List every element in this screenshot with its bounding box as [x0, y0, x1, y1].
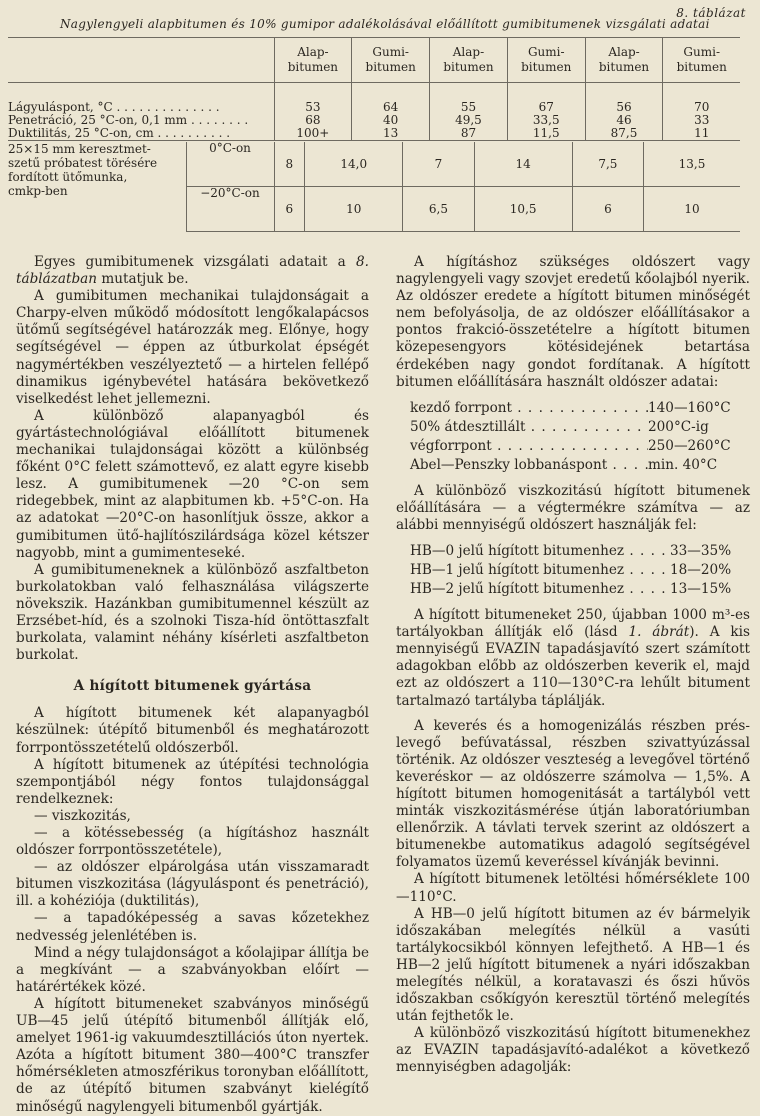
list-item: — az oldószer elpárolgása után visszamaradt bitumen viszkozitása (lágyuláspont és penetráció), ill. a kohéziója (duktilitás), — [16, 859, 369, 910]
table-cell: 56 — [585, 101, 663, 114]
row-label: Penetráció, 25 °C-on, 0,1 mm . . . . . . . . — [8, 113, 249, 127]
condition-label: −20°C-on — [186, 187, 274, 232]
column-header: Gumi- bitumen — [663, 38, 740, 83]
table-cell: 14 — [474, 142, 572, 187]
table-cell: 33 — [663, 114, 740, 127]
table-row — [8, 127, 740, 141]
table-cell: 13 — [352, 127, 430, 141]
table-header-row — [8, 38, 740, 83]
table-cell: 87 — [430, 127, 508, 141]
list-item: HB—1 jelű hígított bitumenhez . . . 18—20% — [396, 561, 750, 580]
condition-label: 0°C-on — [186, 142, 274, 187]
table-cell: 7 — [403, 142, 474, 187]
table-cell: 64 — [352, 101, 430, 114]
table-cell: 6 — [274, 187, 305, 232]
table-cell: 11 — [663, 127, 740, 141]
paragraph: A HB—0 jelű hígított bitumen az év bármelyik időszakában melegítés nélkül a vasúti tartálykocsikból könnyen lefejthető. A HB—1 és HB—2 jelű hígított bitumenek a nyári időszakban melegítés nélkül, a koratavaszi és őszi hűvös időszakban csőkígyón keresztül történő melegítés után fejthetők le. — [396, 905, 750, 1025]
table-cell: 33,5 — [507, 114, 585, 127]
column-header: Alap- bitumen — [274, 38, 352, 83]
property-list — [16, 808, 369, 945]
paragraph: A hígított bitumenek két alapanyagból készülnek: útépítő bitumenből és meghatározott forrpontösszetételű oldószerből. — [16, 705, 369, 756]
right-column — [396, 254, 750, 1077]
paragraph: A különböző viszkozitású hígított bitumenek előállítására — a végtermékre számítva — az alábbi mennyiségű oldószert használják fel: — [396, 482, 750, 533]
table-cell: 49,5 — [430, 114, 508, 127]
table-cell: 68 — [274, 114, 352, 127]
table-cell: 10 — [305, 187, 403, 232]
paragraph: A hígított bitumeneket 250, újabban 1000 m³-es tartályokban állítják elő (lásd 1. ábrát). A kis mennyiségű EVAZIN tapadásjavító szert számított adagokban előbb az oldószerben keverik el, majd ezt az oldószert a 110—130°C-ra lehűlt bitument tartalmazó tartályba táplálják. — [396, 607, 750, 709]
paragraph: A gumibitumeneknek a különböző aszfaltbeton burkolatokban való felhasználása világszerte növekszik. Hazánkban gumibitumennel készült az Erzsébet-híd, és a szolnoki Tisza-híd öntöttaszfalt burkolata, valamint néhány kísérleti aszfaltbeton burkolat. — [16, 561, 369, 664]
list-item: 50% átdesztillált . . . 200°C-ig — [396, 418, 750, 437]
paragraph: A gumibitumen mechanikai tulajdonságait a Charpy-elven működő módosított lengőkalapácsos ütőmű segítségével határozzák meg. Előnye, hogy segítségével — éppen az útburkolat épségét nagymértékben veszélyeztető — a hirtelen fellépő dinamikus igénybevétel hatására bekövetkező viselkedést lehet jellemezni. — [16, 288, 369, 407]
table-cell: 40 — [352, 114, 430, 127]
table-cell: 6 — [572, 187, 643, 232]
column-header: Alap- bitumen — [430, 38, 508, 83]
table-cell: 8 — [274, 142, 305, 187]
solvent-data-list — [396, 399, 750, 475]
table-cell: 53 — [274, 101, 352, 114]
paragraph: A keverés és a homogenizálás részben prés-levegő befúvatással, részben szivattyúzással történik. Az oldószer veszteség a levegővel történő keveréskor — az oldószerre számolva — 1,5%. A hígított bitumen homogenitását a tartályból vett minták viszkozitásmérése útján laboratóriumban ellenőrzik. A távlati tervek szerint az oldószert a bitumenekbe automatikus adagoló segítségével folyamatos üzemű keveréssel kívánják bevinni. — [396, 717, 750, 871]
column-header: Gumi- bitumen — [352, 38, 430, 83]
paragraph: Mind a négy tulajdonságot a kőolajipar állítja be a megkívánt — a szabványokban előírt — határértékek közé. — [16, 944, 369, 995]
paragraph: A hígításhoz szükséges oldószert vagy nagylengyeli vagy szovjet eredetű kőolajból nyerik. Az oldószer eredete a hígított bitumen minőségét nem befolyásolja, de az oldószer előállításakor a pontos frakció-összetételre a hígított bitumen közepesengyors kötésidejének betartása érdekében nagy gondot fordítanak. A hígított bitumen előállítására használt oldószer adatai: — [396, 254, 750, 390]
table-cell: 70 — [663, 101, 740, 114]
row-label: Duktilitás, 25 °C-on, cm . . . . . . . . . . — [8, 127, 274, 141]
table-cell: 13,5 — [643, 142, 740, 187]
table-cell: 46 — [585, 114, 663, 127]
table-caption: Nagylengyeli alapbitumen és 10% gumipor adalékolásával előállított gumibitumenek vizsgálati adatai — [60, 17, 710, 31]
paragraph: A hígított bitumenek az útépítési technológia szempontjából négy fontos tulajdonsággal rendelkeznek: — [16, 756, 369, 807]
table-cell: 11,5 — [507, 127, 585, 141]
list-item: végforrpont . . . 250—260°C — [396, 437, 750, 456]
impact-table — [8, 142, 740, 232]
table-cell: 67 — [507, 101, 585, 114]
list-item: — a tapadóképesség a savas kőzetekhez nedvesség jelenlétében is. — [16, 910, 369, 944]
table-cell: 87,5 — [585, 127, 663, 141]
table-row — [8, 142, 740, 187]
row-label: Lágyuláspont, °C . . . . . . . . . . . . . . — [8, 100, 220, 114]
table-cell: 100+ — [274, 127, 352, 141]
impact-label: 25×15 mm keresztmet- szetű próbatest törésére fordított ütőmunka, cmkp-ben — [8, 142, 158, 198]
column-header: Gumi- bitumen — [507, 38, 585, 83]
paragraph: A hígított bitumenek letöltési hőmérséklete 100—110°C. — [396, 871, 750, 905]
column-header: Alap- bitumen — [585, 38, 663, 83]
table-cell: 14,0 — [305, 142, 403, 187]
table-cell: 10,5 — [474, 187, 572, 232]
paragraph: A különböző viszkozitású hígított bitumenekhez az EVAZIN tapadásjavító-adalékot a következő mennyiségben adagolják: — [396, 1025, 750, 1076]
table-cell: 7,5 — [572, 142, 643, 187]
table-number: 8. táblázat — [676, 6, 746, 20]
test-data-table — [8, 37, 740, 141]
table-cell: 55 — [430, 101, 508, 114]
paragraph: Egyes gumibitumenek vizsgálati adatait a 8. táblázatban mutatjuk be. — [16, 254, 369, 288]
hb-solvent-list — [396, 542, 750, 599]
list-item: Abel—Penszky lobbanáspont . . . min. 40°C — [396, 456, 750, 475]
list-item: — viszkozitás, — [34, 807, 131, 824]
paragraph: A különböző alapanyagból és gyártástechnológiával előállított bitumenek mechanikai tulajdonságai között a különbség főként 0°C felett számottevő, ez alatt egyre kisebb lesz. A gumibitumenek —20 °C-on sem ridegebbek, mint az alapbitumen kb. +5°C-on. Ha az adatokat —20°C-on hasonlítjuk össze, akkor a gumibitumen ütő-hajlítószilárdsága közel kétszer nagyobb, mint a gumimenteseké. — [16, 407, 369, 561]
list-item: HB—2 jelű hígított bitumenhez . . . 13—15% — [396, 580, 750, 599]
list-item: HB—0 jelű hígított bitumenhez . . . 33—35% — [396, 542, 750, 561]
paragraph: A hígított bitumeneket szabványos minőségű UB—45 jelű útépítő bitumenből állítják elő, amelyet 1961-ig vakuumdesztillációs úton nyertek. Azóta a hígított bitument 380—400°C transzfer hőmérsékleten atmoszférikus toronyban előállított, de az útépítő bitumen szabványt kielégítő minőségű nagylengyeli bitumenből gyártják. — [16, 995, 369, 1115]
list-item: — a kötéssebesség (a hígításhoz használt oldószer forrpontösszetétele), — [16, 825, 369, 859]
left-column — [16, 254, 369, 1116]
section-heading: A hígított bitumenek gyártása — [73, 678, 312, 695]
table-cell: 6,5 — [403, 187, 474, 232]
table-cell: 10 — [643, 187, 740, 232]
list-item: kezdő forrpont . . . 140—160°C — [396, 399, 750, 418]
